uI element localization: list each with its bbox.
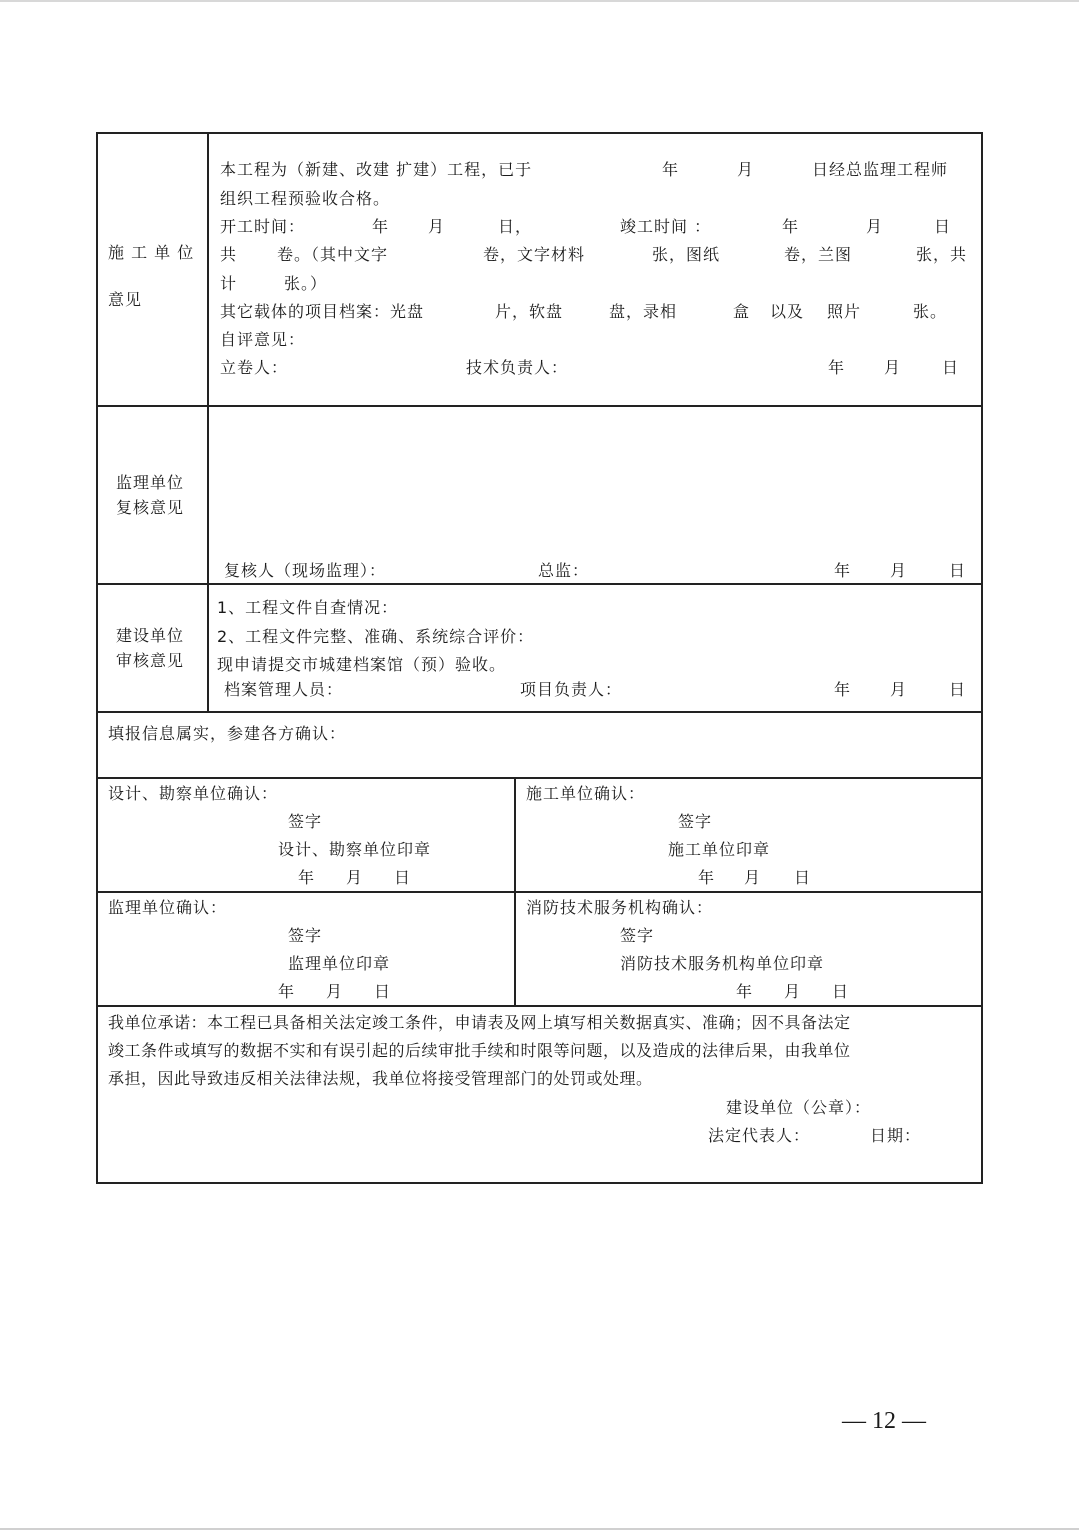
fire-seal: 消防技术服务机构单位印章 [620,954,825,973]
section3-label-line2: 审核意见 [116,651,185,670]
project-lead-label: 项目负责人： [520,680,623,699]
construction-day: 日 [794,868,812,887]
s2-date-year: 年 [834,561,852,580]
design-sign: 签字 [288,812,323,831]
volume-c: 张，图纸 [652,245,721,264]
construction-unit-seal: 建设单位（公章）： [726,1098,872,1117]
supervision-seal: 监理单位印章 [288,954,391,973]
filer-label: 立卷人： [220,358,289,377]
s1-line1-end: 日经总监理工程师 [812,160,949,179]
design-day: 日 [394,868,412,887]
start-month: 月 [428,217,446,236]
row-divider-4 [96,777,983,779]
media-g: 张。 [913,302,948,321]
construction-sign: 签字 [678,812,713,831]
design-year: 年 [298,868,316,887]
design-seal: 设计、勘察单位印章 [278,840,432,859]
s1-date-year: 年 [828,358,846,377]
archivist-label: 档案管理人员： [224,680,344,699]
section2-label-line1: 监理单位 [116,473,185,492]
border-bottom [96,1182,983,1184]
construction-confirm-title: 施工单位确认： [526,784,646,803]
section1-label-line2: 意见 [108,290,143,309]
volume-b: 卷，文字材料 [483,245,586,264]
self-evaluation: 自评意见： [220,330,306,349]
fire-day: 日 [832,982,850,1001]
section3-label-line1: 建设单位 [116,626,185,645]
construction-month: 月 [744,868,762,887]
supervision-confirm-title: 监理单位确认： [108,898,228,917]
media-c: 盘，录相 [609,302,678,321]
s1-line1: 本工程为（新建、改建 扩建）工程，已于 [220,160,533,179]
volume-d: 卷，兰图 [784,245,853,264]
fire-sign: 签字 [620,926,655,945]
start-time-label: 开工时间： [220,217,306,236]
s3-date-month: 月 [890,680,908,699]
volume-a: 卷。（其中文字 [277,245,389,264]
s3-date-day: 日 [949,680,967,699]
media-label: 其它载体的项目档案：光盘 [220,302,425,321]
design-confirm-title: 设计、勘察单位确认： [108,784,279,803]
confirmation-intro: 填报信息属实，参建各方确认： [108,724,347,743]
row-divider-5 [96,891,983,893]
start-year: 年 [372,217,390,236]
s1-line1-month: 月 [737,160,755,179]
media-d: 盒 [733,302,751,321]
finish-year: 年 [782,217,800,236]
bottom-edge-line [0,1528,1079,1530]
start-day: 日， [498,217,533,236]
border-top [96,132,983,134]
border-left [96,132,98,1184]
commitment-date: 日期： [870,1126,922,1145]
s3-item2: 2、工程文件完整、准确、系统综合评价： [217,627,535,646]
volume2-b: 张。） [284,274,328,293]
s1-date-day: 日 [942,358,960,377]
fire-month: 月 [784,982,802,1001]
media-f: 照片 [827,302,862,321]
commitment-line1: 我单位承诺：本工程已具备相关法定竣工条件，申请表及网上填写相关数据真实、准确；因不具备法定 [108,1013,851,1032]
confirm-column-divider [514,777,516,1007]
s3-item1: 1、工程文件自查情况： [217,598,399,617]
supervision-sign: 签字 [288,926,323,945]
row-divider-6 [96,1005,983,1007]
fire-confirm-title: 消防技术服务机构确认： [526,898,714,917]
s3-date-year: 年 [834,680,852,699]
finish-time-label: 竣工时间 ： [620,217,712,236]
label-column-divider [207,132,209,712]
supervision-year: 年 [278,982,296,1001]
finish-day: 日 [934,217,952,236]
finish-month: 月 [866,217,884,236]
section2-label-line2: 复核意见 [116,498,185,517]
volume-total: 共 [220,245,238,264]
s1-line1-year: 年 [662,160,680,179]
row-divider-1 [96,405,983,407]
design-month: 月 [346,868,364,887]
construction-seal: 施工单位印章 [668,840,771,859]
page-number: — 12 — [842,1408,926,1434]
border-right [981,132,983,1184]
supervision-day: 日 [374,982,392,1001]
commitment-line2: 竣工条件或填写的数据不实和有误引起的后续审批手续和时限等问题，以及造成的法律后果，由我单位 [108,1041,851,1060]
top-edge-line [0,0,1079,2]
row-divider-2 [96,583,983,585]
reviewer-label: 复核人（现场监理）： [224,561,387,580]
volume-e: 张，共 [916,245,968,264]
volume2-a: 计 [220,274,238,293]
media-e: 以及 [770,302,805,321]
s2-date-month: 月 [890,561,908,580]
row-divider-3 [96,711,983,713]
completion-acceptance-form [96,132,983,1184]
s3-item3: 现申请提交市城建档案馆（预）验收。 [217,655,507,674]
s1-date-month: 月 [884,358,902,377]
fire-year: 年 [736,982,754,1001]
section1-label-line1: 施 工 单 位 [108,243,195,262]
chief-supervisor-label: 总监： [538,561,590,580]
construction-year: 年 [698,868,716,887]
supervision-month: 月 [326,982,344,1001]
s2-date-day: 日 [949,561,967,580]
tech-lead-label: 技术负责人： [466,358,569,377]
commitment-line3: 承担，因此导致违反相关法律法规，我单位将接受管理部门的处罚或处理。 [108,1069,653,1088]
s1-line2: 组织工程预验收合格。 [220,189,391,208]
media-b: 片，软盘 [495,302,564,321]
legal-representative: 法定代表人： [708,1126,811,1145]
